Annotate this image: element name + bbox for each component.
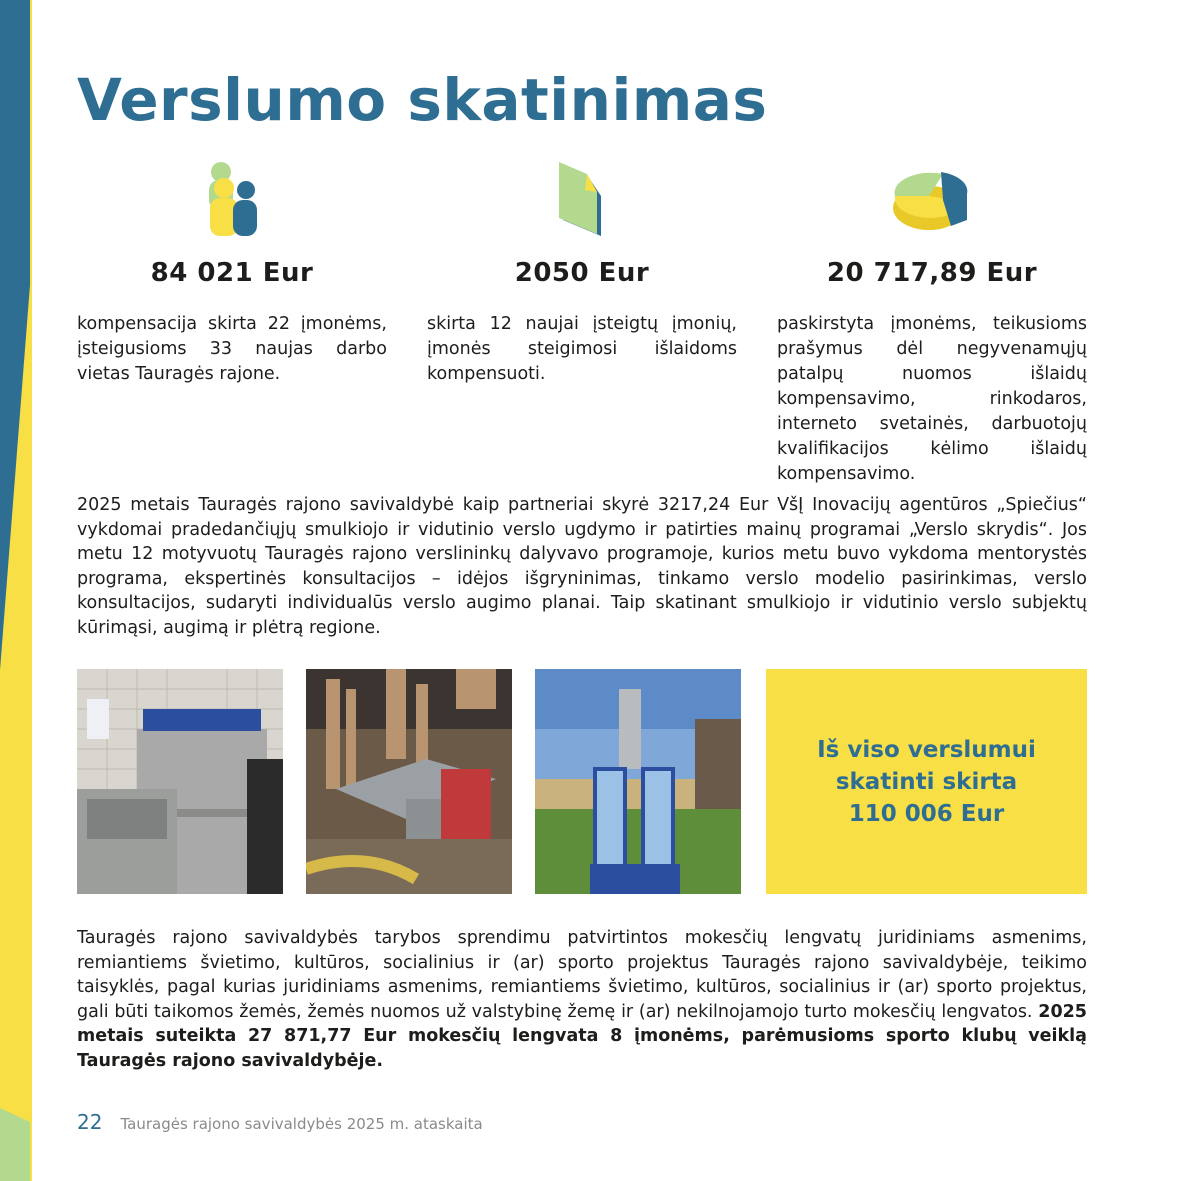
stat-description: skirta 12 naujai įsteigtų įmonių, įmonės steigimosi išlaidoms kompensuoti. [427,314,737,384]
pie-chart-icon [887,160,977,240]
stat-amount: 2050 Eur [514,258,650,288]
stat-amount: 84 021 Eur [150,258,314,288]
page-footer [77,1110,483,1134]
highlight-total-box [766,669,1087,894]
stat-column-3 [777,160,1087,487]
stat-amount: 20 717,89 Eur [826,258,1038,288]
stat-column-2 [427,160,737,387]
tax-relief-text: Tauragės rajono savivaldybės tarybos sprendimu patvirtintos mokesčių lengvatų juridiniams asmenims, remiantiems švietimo, kultūros, socialinius ir (ar) sporto projektus Tauragės rajono savivaldybėje, teikimo taisyklės, pagal kurias juridiniams asmenims, remiantiems švietimo, kultūros, socialinius ir (ar) sporto projektus, gali būti taikomos žemės, žemės nuomos už valstybinę žemę ir (ar) nekilnojamojo turto mokesčių lengvatos. [77,928,1087,1022]
paragraph-program: 2025 metais Tauragės rajono savivaldybė kaip partneriai skyrė 3217,24 Eur VšĮ Inovacijų agentūros „Spiečius“ vykdomai pradedančiųjų smulkiojo ir vidutinio verslo ugdymo ir patirties mainų programai „Verslo skrydis“. Jos metu 12 motyvuotų Tauragės rajono verslininkų dalyvavo programoje, kurios metu buvo vykdoma mentorystės programa, ekspertinės konsultacijos – idėjos išgryninimas, tinkamo verslo modelio pasirinkimas, verslo konsultacijos, sudaryti individualūs verslo augimo planai. Taip skatinant smulkiojo ir vidutinio verslo subjektų kūrimąsi, augimą ir plėtrą regione. [77,495,1087,638]
document-icon [557,160,607,240]
photo-table-saw [306,669,512,894]
highlight-total-text: Iš viso verslumui skatinti skirta 110 006 Eur [817,736,1036,827]
stat-column-1 [77,160,387,387]
photo-dishwasher [77,669,283,894]
stat-description: kompensacija skirta 22 įmonėms, įsteigusioms 33 naujas darbo vietas Tauragės rajone. [77,314,387,384]
page-title: Verslumo skatinimas [77,66,768,134]
left-edge-decoration [0,0,32,1181]
people-icon [197,160,267,240]
tax-relief-highlight: 2025 metais suteikta 27 871,77 Eur mokesčių lengvata 8 įmonėms, parėmusioms sporto klubų veiklą Tauragės rajono savivaldybėje. [77,1001,1087,1071]
page-number: 22 [77,1110,103,1134]
photo-water-filter [535,669,741,894]
footer-title: Tauragės rajono savivaldybės 2025 m. ataskaita [120,1115,483,1133]
stat-description: paskirstyta įmonėms, teikusioms prašymus dėl negyvenamųjų patalpų nuomos išlaidų kompensavimo, rinkodaros, interneto svetainės, darbuotojų kvalifikacijos kėlimo išlaidų kompensavimo. [777,314,1087,484]
paragraph-tax-relief [77,926,1087,1073]
